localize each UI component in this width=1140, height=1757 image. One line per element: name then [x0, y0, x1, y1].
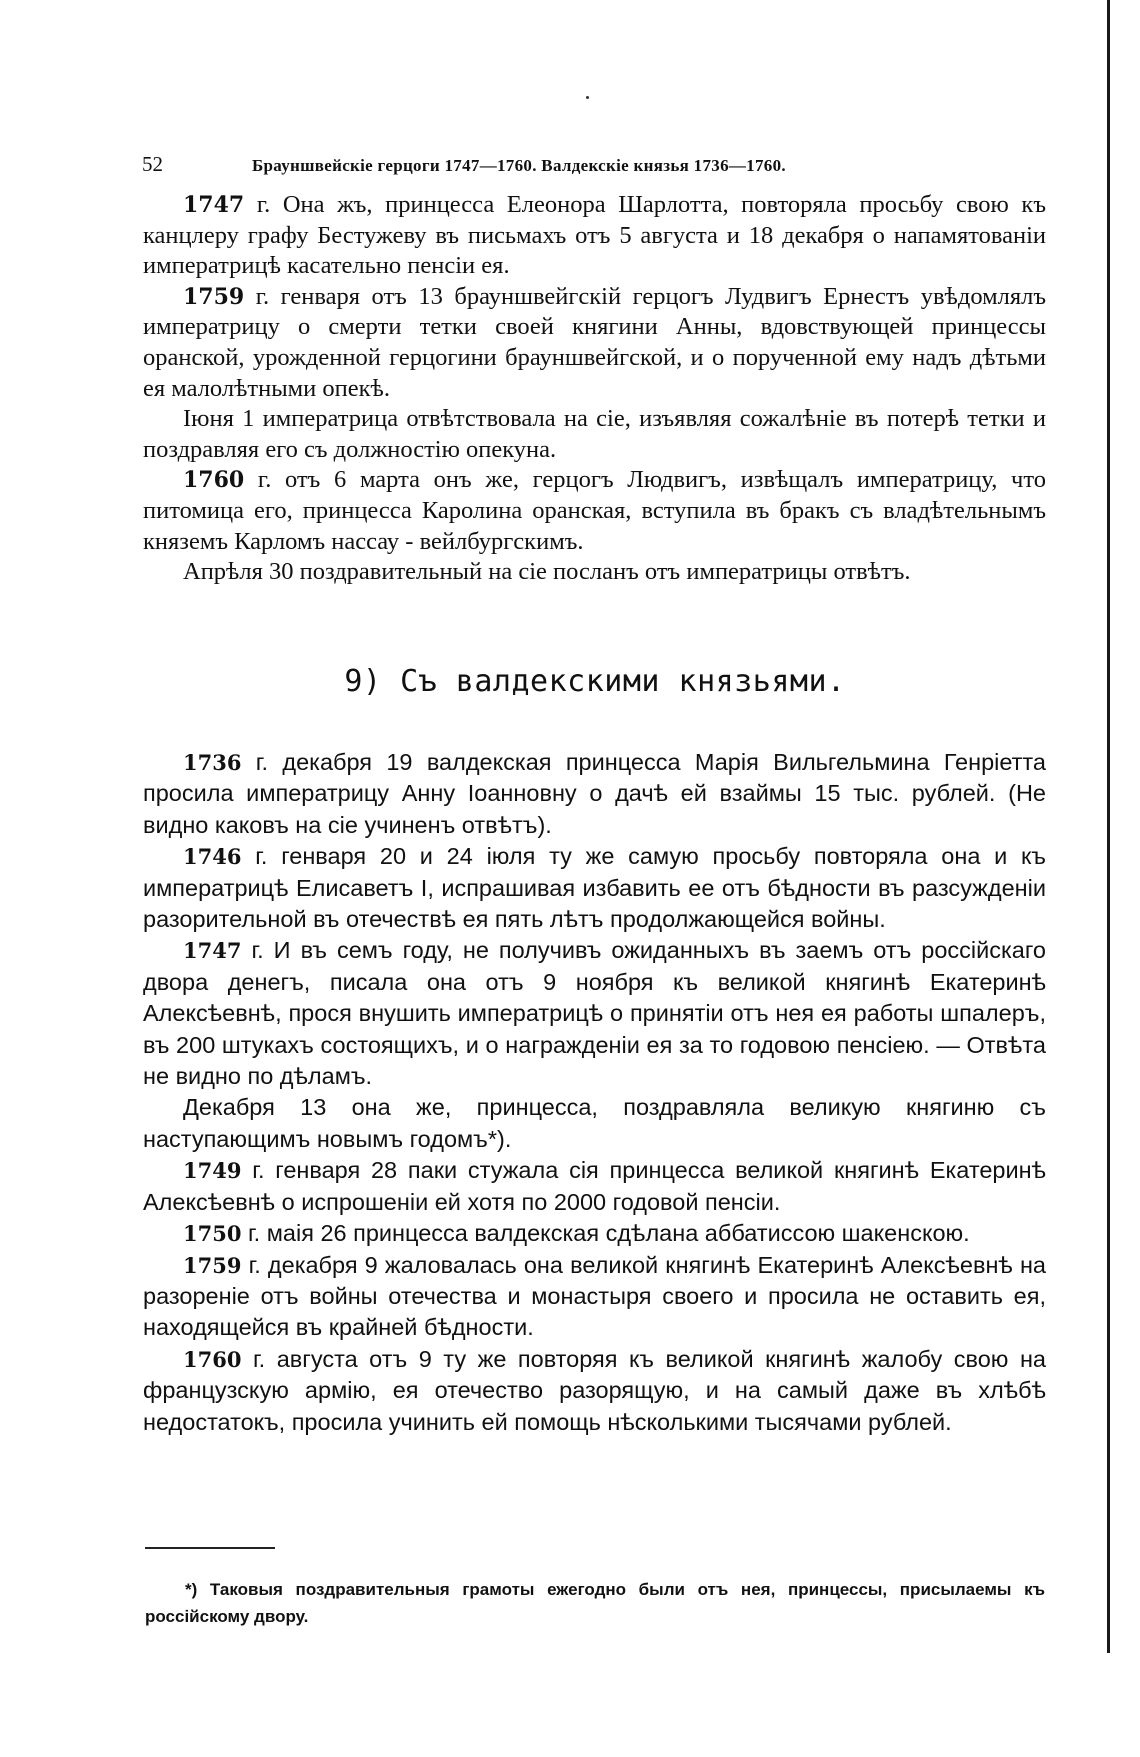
paragraph	[143, 747, 1046, 841]
paragraph-text: г. Она жъ, принцесса Елеонора Шарлотта, повторяла просьбу свою къ канцлеру графу Бестужеву въ письмахъ отъ 5 августа и 18 декабря о напамятованіи императрицѣ касательно пенсіи ея.	[143, 191, 1046, 280]
paragraph-year: 1760	[183, 1346, 242, 1372]
paragraph-text: г. августа отъ 9 ту же повторяя къ великой княгинѣ жалобу свою на французскую армію, ея отечество разорящую, и на самый даже въ хлѣбѣ недостатокъ, просила учинить ей помощь нѣсколькими тысячами рублей.	[143, 1345, 1046, 1435]
paragraph-year: 1747	[183, 938, 242, 964]
paragraph-text: г. генваря отъ 13 брауншвейгскій герцогъ Лудвигъ Ернестъ увѣдомлялъ императрицу о смерти тетки своей княгини Анны, вдовствующей принцессы оранской, урожденной герцогини брауншвейгской, и о порученной ему надъ дѣтьми ея малолѣтными опекѣ.	[143, 282, 1046, 402]
paragraph	[143, 935, 1046, 1092]
section-waldeck	[143, 747, 1046, 1438]
footnote-divider	[145, 1547, 275, 1549]
paragraph-text: г. маія 26 принцесса валдекская сдѣлана аббатиссою шакенскою.	[241, 1220, 970, 1247]
paragraph	[143, 1092, 1046, 1155]
paragraph-year: 1747	[183, 192, 245, 218]
running-head-title: Брауншвейскіе герцоги 1747—1760. Валдекскіе князья 1736—1760.	[252, 156, 786, 175]
paragraph-year: 1749	[183, 1158, 242, 1184]
paragraph	[143, 557, 1046, 588]
paragraph-text: Іюня 1 императрица отвѣтствовала на сіе, изъявляя сожалѣніе въ потерѣ тетки и поздравляя его съ должностію опекуна.	[143, 405, 1046, 463]
paragraph-text: г. генваря 20 и 24 іюля ту же самую просьбу повторяла она и къ императрицѣ Елисаветъ I, испрашивая избавить ее отъ бѣдности въ разсужденіи разорительной въ отечествѣ ея пять лѣтъ продолжающейся войны.	[143, 843, 1046, 933]
paragraph-year: 1760	[183, 467, 245, 494]
paragraph-text: г. генваря 28 паки стужала сія принцесса великой княгинѣ Екатеринѣ Алексѣевнѣ о испрошеніи ей хотя по 2000 годовой пенсіи.	[143, 1157, 1046, 1215]
paragraph	[143, 465, 1046, 557]
paragraph-year: 1736	[183, 750, 242, 775]
footnote-text: *) Таковыя поздравительныя грамоты ежегодно были отъ нея, принцессы, присылаемы къ россійскому двору.	[145, 1580, 1045, 1626]
section-brunswick	[143, 190, 1046, 588]
page-edge-line	[1107, 0, 1110, 1653]
paragraph-year: 1746	[183, 844, 242, 870]
paragraph	[143, 841, 1046, 935]
paragraph	[143, 1155, 1046, 1218]
paragraph-text: г. отъ 6 марта онъ же, герцогъ Людвигъ, извѣщалъ императрицу, что питомица его, принцесса Каролина оранская, вступила въ бракъ съ владѣтельнымъ княземъ Карломъ нассау - вейлбургскимъ.	[143, 466, 1046, 555]
paragraph-year: 1750	[183, 1221, 242, 1247]
section-heading: 9) Съ валдекскими князьями.	[344, 664, 846, 699]
page-number: 52	[142, 152, 163, 176]
paragraph-year: 1759	[183, 1252, 242, 1278]
footnote	[145, 1576, 1045, 1630]
print-speck	[586, 96, 589, 99]
running-head	[142, 152, 1047, 177]
paragraph-text: г. декабря 9 жаловалась она великой княгинѣ Екатеринѣ Алексѣевнѣ на разореніе отъ войны отечества и монастыря своего и просила не оставить ея, находящейся въ крайней бѣдности.	[143, 1251, 1046, 1341]
paragraph	[143, 282, 1046, 404]
paragraph	[143, 1250, 1046, 1344]
paragraph	[143, 1218, 1046, 1249]
paragraph	[143, 404, 1046, 465]
paragraph-text: Апрѣля 30 поздравительный на сіе посланъ отъ императрицы отвѣтъ.	[183, 558, 911, 586]
paragraph-year: 1759	[183, 283, 245, 310]
paragraph	[143, 190, 1046, 282]
paragraph-text: г. декабря 19 валдекская принцесса Марія Вильгельмина Генріетта просила императрицу Анну Іоанновну о дачѣ ей взаймы 15 тыс. рублей. (Не видно каковъ на сіе учиненъ отвѣтъ).	[143, 749, 1046, 838]
paragraph-text: Декабря 13 она же, принцесса, поздравляла великую княгиню съ наступающимъ новымъ годомъ*).	[143, 1094, 1046, 1152]
paragraph	[143, 1344, 1046, 1438]
paragraph-text: г. И въ семъ году, не получивъ ожиданныхъ въ заемъ отъ россійскаго двора денегъ, писала она отъ 9 ноября къ великой княгинѣ Екатеринѣ Алексѣевнѣ, прося внушить императрицѣ о принятіи отъ нея ея работы шпалеръ, въ 200 штукахъ состоящихъ, и о награжденіи ея за то годовою пенсіею. — Отвѣта не видно по дѣламъ.	[143, 937, 1046, 1090]
